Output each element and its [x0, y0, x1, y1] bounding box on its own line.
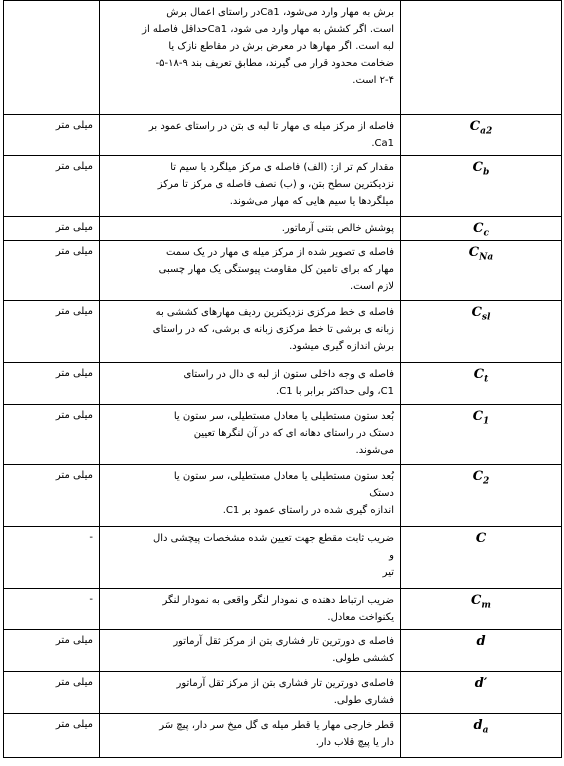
description-line: برش به مهار وارد می‌شود، Ca1در راستای اعمال برش	[166, 7, 394, 18]
unit-cell: میلی متر	[4, 301, 100, 363]
description-line: لبه است. اگر مهارها در معرض برش در مقاطع نازک یا	[168, 41, 394, 52]
description-line: ضریب ثابت مقطع جهت تعیین شده مشخصات پیچشی دال	[152, 533, 394, 544]
description-cell	[100, 589, 401, 630]
description-line: اندازه گیری شده در راستای عمود بر C1.	[222, 505, 394, 516]
description-line: ضخامت محدود قرار می گیرند، مطابق تعریف بند ۹-۱۸-۵-	[155, 58, 394, 69]
symbol-subscript: m	[481, 600, 491, 611]
symbol-cell: C	[401, 527, 562, 589]
unit-cell: میلی متر	[4, 405, 100, 465]
description-cell	[100, 405, 401, 465]
description-line: زبانه ی برشی تا خط مرکزی زبانه ی برشی، که در راستای	[152, 324, 394, 335]
symbol-cell: $C_1$	[401, 405, 562, 465]
description-line: فاصله ی تصویر شده از مرکز میله ی مهار در یک سمت	[165, 247, 394, 258]
symbol-subscript: sl	[481, 312, 491, 323]
unit-cell: میلی متر	[4, 115, 100, 156]
table-row	[4, 1, 562, 115]
unit-cell: میلی متر	[4, 363, 100, 405]
description-line: دستک در راستای دهانه ای که در آن لنگرها تعیین	[193, 428, 394, 439]
unit-cell: میلی متر	[4, 630, 100, 672]
description-line: فاصله ی خط مرکزی نزدیکترین ردیف مهارهای کششی به	[155, 307, 394, 318]
table-row	[4, 405, 562, 465]
table-row	[4, 241, 562, 301]
symbol-cell: $C_c$	[401, 217, 562, 241]
description-cell	[100, 527, 401, 589]
symbol-cell: $C_{a2}$	[401, 115, 562, 156]
table-row	[4, 527, 562, 589]
symbol-subscript: t	[484, 374, 489, 385]
unit-cell: میلی متر	[4, 672, 100, 714]
symbol-cell: $C_m$	[401, 589, 562, 630]
symbol-cell: d′	[401, 672, 562, 714]
description-line: نزدیکترین سطح بتن، و (ب) نصف فاصله ی مرکز تا مرکز	[157, 179, 394, 190]
description-line: یکنواخت معادل.	[327, 612, 394, 623]
symbol-cell: $C_{sl}$	[401, 301, 562, 363]
description-cell	[100, 714, 401, 758]
table-row	[4, 301, 562, 363]
unit-cell	[4, 1, 100, 115]
description-cell	[100, 156, 401, 217]
symbol-subscript: 1	[483, 416, 490, 427]
description-cell	[100, 363, 401, 405]
description-line: C1، ولی حداکثر برابر با C1.	[276, 386, 394, 397]
symbol-subscript: 2	[483, 476, 490, 487]
description-line: دستک	[369, 488, 394, 499]
description-line: دار یا پیچ قلاب دار.	[315, 737, 394, 748]
symbol-cell: d	[401, 630, 562, 672]
description-cell	[100, 115, 401, 156]
description-line: فاصله‌ی دورترین تار فشاری بتن از مرکز ثقل آرماتور	[176, 678, 394, 689]
description-line: ۲-۴ است.	[352, 75, 394, 86]
definitions-table	[3, 0, 562, 758]
unit-cell: -	[4, 589, 100, 630]
description-line: است. اگر کشش به مهار وارد می شود، Ca1حداقل فاصله از	[142, 24, 394, 35]
table-row	[4, 630, 562, 672]
table-row	[4, 363, 562, 405]
description-line: بُعد ستون مستطیلی یا معادل مستطیلی، سر ستون یا	[173, 471, 394, 482]
description-line: و	[389, 550, 394, 561]
table-row	[4, 589, 562, 630]
unit-cell: میلی متر	[4, 156, 100, 217]
description-line: بُعد ستون مستطیلی یا معادل مستطیلی، سر ستون یا	[173, 411, 394, 422]
description-line: Ca1.	[371, 138, 394, 149]
unit-cell: -	[4, 527, 100, 589]
unit-cell: میلی متر	[4, 714, 100, 758]
table-row	[4, 115, 562, 156]
description-line: فاصله ی وجه داخلی ستون از لبه ی دال در راستای	[183, 369, 394, 380]
symbol-cell: $C_{Na}$	[401, 241, 562, 301]
description-cell	[100, 217, 401, 241]
description-cell	[100, 1, 401, 115]
description-cell	[100, 672, 401, 714]
unit-cell: میلی متر	[4, 217, 100, 241]
unit-cell: میلی متر	[4, 465, 100, 527]
table-row	[4, 156, 562, 217]
description-line: کششی طولی.	[332, 653, 394, 664]
symbol-subscript: Na	[479, 252, 494, 263]
description-line: قطر خارجی مهار یا قطر میله ی گل میخ سر دار، پیچ سَر	[159, 720, 394, 731]
description-line: برش اندازه گیری میشود.	[289, 341, 394, 352]
description-line: میلگردها یا سیم هایی که مهار می‌شوند.	[229, 196, 394, 207]
symbol-subscript: c	[483, 228, 489, 239]
description-line: پوشش خالص بتنی آرماتور.	[281, 223, 394, 234]
description-line: فشاری طولی.	[333, 695, 394, 706]
table-row	[4, 217, 562, 241]
description-line: ضریب ارتباط دهنده ی نمودار لنگر واقعی به نمودار لنگر	[162, 595, 394, 606]
symbol-subscript: a	[482, 725, 489, 736]
description-line: لازم است.	[349, 281, 394, 292]
description-line: فاصله از مرکز میله ی مهار تا لبه ی بتن در راستای عمود بر	[148, 121, 394, 132]
symbol-cell: $C_b$	[401, 156, 562, 217]
symbol-subscript: b	[483, 167, 490, 178]
symbol-cell: $C_2$	[401, 465, 562, 527]
description-cell	[100, 630, 401, 672]
symbol-cell: $d_a$	[401, 714, 562, 758]
symbol-cell: $C_t$	[401, 363, 562, 405]
symbol-subscript: a2	[480, 126, 493, 137]
table-row	[4, 465, 562, 527]
description-line: مهار که برای تامین کل مقاومت پیوستگی یک مهار چسبی	[158, 264, 394, 275]
symbol-cell	[401, 1, 562, 115]
unit-cell: میلی متر	[4, 241, 100, 301]
description-cell	[100, 241, 401, 301]
description-cell	[100, 301, 401, 363]
description-line: مقدار کم تر از: (الف) فاصله ی مرکز میلگرد یا سیم تا	[170, 162, 394, 173]
table-row	[4, 672, 562, 714]
description-line: فاصله ی دورترین تار فشاری بتن از مرکز ثقل آرماتور	[173, 636, 394, 647]
description-cell	[100, 465, 401, 527]
table-row	[4, 714, 562, 758]
description-line: تیر	[382, 567, 394, 578]
description-line: می‌شوند.	[355, 445, 394, 456]
